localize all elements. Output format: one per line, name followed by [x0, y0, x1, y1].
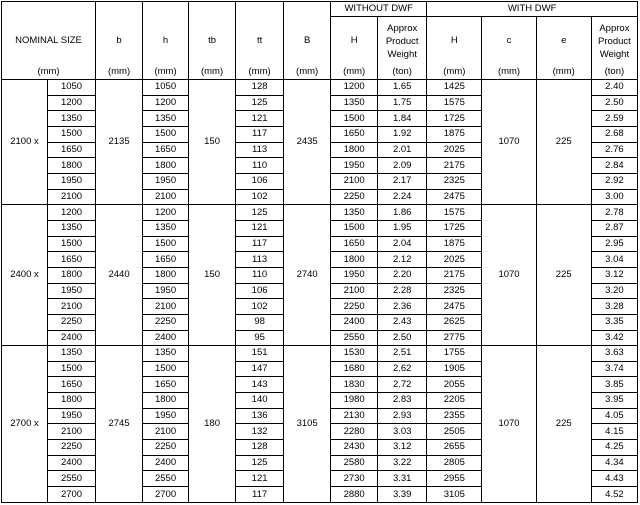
table-row [2, 346, 638, 362]
cell-H-with: 2175 [427, 158, 482, 174]
cell-H-with: 2625 [427, 314, 482, 330]
header-blank-b-top [96, 2, 143, 17]
cell-nominal-size: 2100 [48, 299, 96, 315]
cell-weight-without: 1.65 [378, 80, 427, 96]
cell-weight-without: 2.01 [378, 142, 427, 158]
cell-weight-without: 2.50 [378, 330, 427, 346]
cell-H-without: 2550 [331, 330, 378, 346]
cell-weight-with: 3.28 [591, 299, 637, 315]
cell-H-with: 2955 [427, 471, 482, 487]
cell-tt: 106 [236, 283, 284, 299]
cell-weight-with: 4.25 [591, 440, 637, 456]
cell-H-with: 2355 [427, 408, 482, 424]
cell-H-without: 2580 [331, 455, 378, 471]
cell-tb: 150 [189, 205, 236, 346]
cell-h: 1950 [143, 173, 189, 189]
cell-tt: 113 [236, 142, 284, 158]
cell-H-without: 2730 [331, 471, 378, 487]
cell-tt: 125 [236, 205, 284, 221]
cell-H-without: 2430 [331, 440, 378, 456]
cell-weight-without: 1.92 [378, 126, 427, 142]
cell-nominal-size: 2700 [48, 487, 96, 503]
cell-h: 2550 [143, 471, 189, 487]
cell-H-without: 2400 [331, 314, 378, 330]
cell-h: 1800 [143, 393, 189, 409]
cell-weight-without: 2.09 [378, 158, 427, 174]
cell-h: 2100 [143, 189, 189, 205]
cell-nominal-size: 2400 [48, 330, 96, 346]
cell-tb: 180 [189, 346, 236, 503]
cell-weight-without: 3.03 [378, 424, 427, 440]
cell-weight-with: 3.12 [591, 267, 637, 283]
cell-H-with: 2205 [427, 393, 482, 409]
cell-H-with: 2025 [427, 252, 482, 268]
cell-H-without: 1950 [331, 158, 378, 174]
cell-H-without: 1680 [331, 361, 378, 377]
cell-weight-without: 3.31 [378, 471, 427, 487]
cell-tt: 143 [236, 377, 284, 393]
cell-h: 1500 [143, 236, 189, 252]
cell-weight-with: 3.74 [591, 361, 637, 377]
cell-h: 1350 [143, 220, 189, 236]
group-label: 2100 x [2, 80, 48, 205]
cell-tt: 117 [236, 126, 284, 142]
header-B: B [284, 17, 331, 66]
cell-h: 1500 [143, 361, 189, 377]
cell-nominal-size: 1200 [48, 205, 96, 221]
cell-b: 2135 [96, 80, 143, 205]
cell-H-with: 3105 [427, 487, 482, 503]
cell-H-with: 1875 [427, 126, 482, 142]
cell-weight-with: 3.20 [591, 283, 637, 299]
cell-H-with: 2325 [427, 173, 482, 189]
cell-tt: 113 [236, 252, 284, 268]
unit-b: (mm) [96, 65, 143, 80]
cell-weight-with: 4.43 [591, 471, 637, 487]
cell-weight-without: 2.83 [378, 393, 427, 409]
cell-weight-without: 2.12 [378, 252, 427, 268]
cell-tt: 110 [236, 267, 284, 283]
cell-H-with: 1425 [427, 80, 482, 96]
cell-weight-without: 1.95 [378, 220, 427, 236]
cell-e: 225 [536, 205, 591, 346]
cell-H-without: 2130 [331, 408, 378, 424]
cell-nominal-size: 1500 [48, 361, 96, 377]
cell-weight-without: 2.36 [378, 299, 427, 315]
cell-H-with: 1905 [427, 361, 482, 377]
cell-nominal-size: 1350 [48, 111, 96, 127]
cell-weight-with: 3.95 [591, 393, 637, 409]
cell-weight-without: 2.62 [378, 361, 427, 377]
cell-nominal-size: 1950 [48, 173, 96, 189]
cell-nominal-size: 1650 [48, 377, 96, 393]
cell-H-with: 2805 [427, 455, 482, 471]
cell-weight-with: 2.84 [591, 158, 637, 174]
cell-h: 1350 [143, 111, 189, 127]
cell-tt: 95 [236, 330, 284, 346]
cell-H-without: 1200 [331, 80, 378, 96]
cell-tt: 117 [236, 487, 284, 503]
cell-h: 2400 [143, 455, 189, 471]
cell-h: 1650 [143, 142, 189, 158]
cell-weight-without: 2.04 [378, 236, 427, 252]
cell-H-with: 2175 [427, 267, 482, 283]
cell-weight-with: 3.04 [591, 252, 637, 268]
cell-weight-with: 2.59 [591, 111, 637, 127]
cell-H-without: 2250 [331, 189, 378, 205]
cell-c: 1070 [482, 205, 536, 346]
header-H-with: H [427, 17, 482, 66]
unit-tb: (mm) [189, 65, 236, 80]
unit-h: (mm) [143, 65, 189, 80]
cell-nominal-size: 1200 [48, 95, 96, 111]
cell-H-without: 2880 [331, 487, 378, 503]
cell-weight-with: 4.15 [591, 424, 637, 440]
cell-tt: 147 [236, 361, 284, 377]
cell-weight-with: 2.95 [591, 236, 637, 252]
cell-weight-with: 3.35 [591, 314, 637, 330]
cell-weight-with: 4.34 [591, 455, 637, 471]
cell-h: 1950 [143, 283, 189, 299]
header-blank-B-top [284, 2, 331, 17]
cell-h: 1350 [143, 346, 189, 362]
cell-nominal-size: 1050 [48, 80, 96, 96]
header-without-dwf: WITHOUT DWF [331, 2, 427, 17]
cell-e: 225 [536, 346, 591, 503]
cell-h: 1200 [143, 95, 189, 111]
header-blank-size-top [2, 2, 96, 17]
header-with-dwf: WITH DWF [427, 2, 638, 17]
header-blank-tb-top [189, 2, 236, 17]
cell-H-without: 1980 [331, 393, 378, 409]
cell-weight-without: 1.86 [378, 205, 427, 221]
cell-tt: 151 [236, 346, 284, 362]
cell-weight-without: 1.84 [378, 111, 427, 127]
cell-nominal-size: 2400 [48, 455, 96, 471]
unit-size: (mm) [2, 65, 96, 80]
cell-H-without: 1500 [331, 111, 378, 127]
cell-h: 1500 [143, 126, 189, 142]
cell-H-without: 1530 [331, 346, 378, 362]
cell-h: 1800 [143, 158, 189, 174]
box-culvert-spec-table [1, 1, 638, 503]
cell-weight-with: 2.87 [591, 220, 637, 236]
cell-weight-with: 4.05 [591, 408, 637, 424]
cell-nominal-size: 1800 [48, 158, 96, 174]
header-nominal-size: NOMINAL SIZE [2, 17, 96, 66]
cell-weight-with: 3.42 [591, 330, 637, 346]
cell-tt: 125 [236, 95, 284, 111]
cell-H-with: 1755 [427, 346, 482, 362]
cell-nominal-size: 1800 [48, 267, 96, 283]
cell-nominal-size: 2250 [48, 440, 96, 456]
cell-tt: 98 [236, 314, 284, 330]
cell-H-without: 2100 [331, 283, 378, 299]
cell-H-with: 1725 [427, 220, 482, 236]
cell-H-without: 1350 [331, 205, 378, 221]
cell-H-with: 2025 [427, 142, 482, 158]
cell-H-without: 2100 [331, 173, 378, 189]
header-H-without: H [331, 17, 378, 66]
cell-nominal-size: 2100 [48, 189, 96, 205]
cell-weight-without: 2.43 [378, 314, 427, 330]
cell-tt: 132 [236, 424, 284, 440]
cell-nominal-size: 2100 [48, 424, 96, 440]
cell-h: 1050 [143, 80, 189, 96]
cell-tt: 121 [236, 471, 284, 487]
unit-weight-with: (ton) [591, 65, 637, 80]
unit-H-with: (mm) [427, 65, 482, 80]
cell-H-with: 2475 [427, 299, 482, 315]
header-c: c [482, 17, 536, 66]
cell-h: 2700 [143, 487, 189, 503]
cell-nominal-size: 1500 [48, 236, 96, 252]
cell-weight-without: 2.17 [378, 173, 427, 189]
cell-b: 2745 [96, 346, 143, 503]
group-label: 2700 x [2, 346, 48, 503]
cell-H-without: 2280 [331, 424, 378, 440]
cell-nominal-size: 1950 [48, 408, 96, 424]
cell-weight-without: 1.75 [378, 95, 427, 111]
cell-H-without: 1800 [331, 252, 378, 268]
cell-weight-without: 3.39 [378, 487, 427, 503]
cell-H-without: 1800 [331, 142, 378, 158]
cell-tt: 128 [236, 440, 284, 456]
table-row [2, 80, 638, 96]
cell-nominal-size: 1350 [48, 346, 96, 362]
cell-weight-without: 2.28 [378, 283, 427, 299]
cell-H-without: 1830 [331, 377, 378, 393]
cell-H-without: 1650 [331, 126, 378, 142]
cell-H-without: 1350 [331, 95, 378, 111]
cell-nominal-size: 1500 [48, 126, 96, 142]
cell-weight-with: 2.78 [591, 205, 637, 221]
cell-weight-with: 2.92 [591, 173, 637, 189]
cell-tt: 102 [236, 299, 284, 315]
cell-h: 1650 [143, 252, 189, 268]
cell-h: 1200 [143, 205, 189, 221]
cell-tt: 117 [236, 236, 284, 252]
cell-weight-with: 3.85 [591, 377, 637, 393]
cell-weight-with: 2.76 [591, 142, 637, 158]
cell-h: 1650 [143, 377, 189, 393]
cell-e: 225 [536, 80, 591, 205]
cell-weight-without: 2.72 [378, 377, 427, 393]
header-weight-without: Approx Product Weight [378, 17, 427, 66]
cell-H-with: 1875 [427, 236, 482, 252]
cell-weight-with: 3.00 [591, 189, 637, 205]
cell-tb: 150 [189, 80, 236, 205]
cell-tt: 125 [236, 455, 284, 471]
cell-weight-with: 4.52 [591, 487, 637, 503]
cell-h: 2400 [143, 330, 189, 346]
cell-nominal-size: 1650 [48, 252, 96, 268]
unit-H-without: (mm) [331, 65, 378, 80]
cell-H-with: 1575 [427, 95, 482, 111]
cell-H-with: 2475 [427, 189, 482, 205]
cell-nominal-size: 1350 [48, 220, 96, 236]
cell-h: 2100 [143, 299, 189, 315]
group-label: 2400 x [2, 205, 48, 346]
table-row [2, 205, 638, 221]
cell-H-with: 2655 [427, 440, 482, 456]
cell-tt: 121 [236, 111, 284, 127]
cell-nominal-size: 1950 [48, 283, 96, 299]
header-tt: tt [236, 17, 284, 66]
cell-nominal-size: 1650 [48, 142, 96, 158]
cell-tt: 140 [236, 393, 284, 409]
cell-tt: 121 [236, 220, 284, 236]
header-blank-tt-top [236, 2, 284, 17]
cell-B: 3105 [284, 346, 331, 503]
cell-H-with: 2055 [427, 377, 482, 393]
cell-weight-without: 3.22 [378, 455, 427, 471]
cell-tt: 110 [236, 158, 284, 174]
cell-H-with: 2505 [427, 424, 482, 440]
cell-H-with: 1575 [427, 205, 482, 221]
cell-H-with: 2775 [427, 330, 482, 346]
cell-B: 2740 [284, 205, 331, 346]
header-blank-h-top [143, 2, 189, 17]
cell-nominal-size: 2550 [48, 471, 96, 487]
header-e: e [536, 17, 591, 66]
cell-h: 1800 [143, 267, 189, 283]
cell-H-with: 2325 [427, 283, 482, 299]
unit-tt: (mm) [236, 65, 284, 80]
cell-weight-with: 2.40 [591, 80, 637, 96]
cell-h: 2250 [143, 314, 189, 330]
cell-B: 2435 [284, 80, 331, 205]
unit-c: (mm) [482, 65, 536, 80]
cell-weight-without: 2.93 [378, 408, 427, 424]
cell-weight-with: 3.63 [591, 346, 637, 362]
cell-weight-without: 2.20 [378, 267, 427, 283]
cell-h: 2100 [143, 424, 189, 440]
cell-H-without: 1950 [331, 267, 378, 283]
cell-tt: 128 [236, 80, 284, 96]
cell-c: 1070 [482, 346, 536, 503]
cell-c: 1070 [482, 80, 536, 205]
unit-weight-without: (ton) [378, 65, 427, 80]
header-weight-with: Approx Product Weight [591, 17, 637, 66]
cell-H-without: 2250 [331, 299, 378, 315]
cell-weight-with: 2.68 [591, 126, 637, 142]
header-tb: tb [189, 17, 236, 66]
cell-weight-without: 2.24 [378, 189, 427, 205]
cell-h: 1950 [143, 408, 189, 424]
header-h: h [143, 17, 189, 66]
cell-h: 2250 [143, 440, 189, 456]
cell-tt: 106 [236, 173, 284, 189]
cell-weight-without: 3.12 [378, 440, 427, 456]
cell-weight-without: 2.51 [378, 346, 427, 362]
cell-H-with: 1725 [427, 111, 482, 127]
cell-nominal-size: 1800 [48, 393, 96, 409]
cell-tt: 136 [236, 408, 284, 424]
unit-B: (mm) [284, 65, 331, 80]
header-b: b [96, 17, 143, 66]
cell-H-without: 1500 [331, 220, 378, 236]
cell-b: 2440 [96, 205, 143, 346]
cell-tt: 102 [236, 189, 284, 205]
table-body [2, 80, 638, 503]
cell-weight-with: 2.50 [591, 95, 637, 111]
cell-H-without: 1650 [331, 236, 378, 252]
cell-nominal-size: 2250 [48, 314, 96, 330]
unit-e: (mm) [536, 65, 591, 80]
